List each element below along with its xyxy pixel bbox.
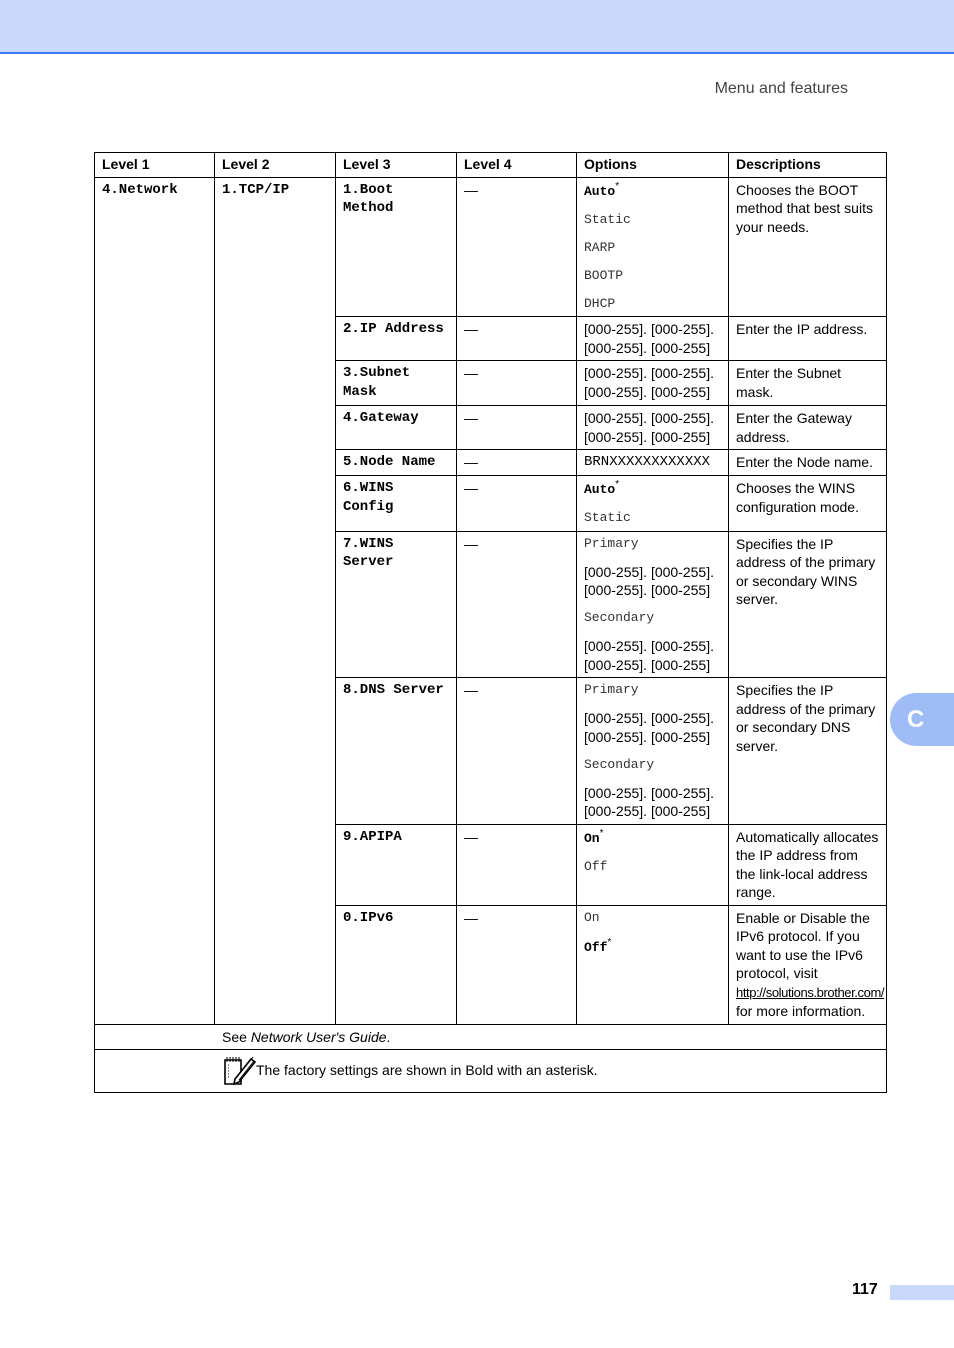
description-cell: Automatically allocates the IP address from the link-local address range. — [729, 824, 887, 905]
level2-cell: 1.TCP/IP — [215, 177, 336, 1024]
description-text: for more information. — [736, 1003, 866, 1019]
see-suffix: . — [386, 1028, 391, 1045]
solutions-link[interactable]: http://solutions.brother.com/ — [736, 984, 885, 1000]
option-default: Off — [584, 939, 608, 955]
level4-cell: — — [457, 905, 577, 1024]
note-row — [95, 1050, 887, 1093]
chapter-tab — [890, 693, 954, 746]
level1-cell: 4.Network — [95, 177, 215, 1024]
description-text: Enable or Disable the IPv6 protocol. If you want to use the IPv6 protocol, visit — [736, 909, 870, 981]
option-default: On — [584, 830, 600, 846]
option-primary-value: [000-255]. [000-255]. [000-255]. [000-255] — [584, 563, 714, 598]
description-cell: Enter the Gateway address. — [729, 406, 887, 450]
description-cell — [729, 905, 887, 1024]
option-default: Auto — [584, 482, 616, 497]
col-header-options: Options — [577, 153, 729, 178]
level3-cell: 6.WINS Config — [336, 476, 457, 532]
option: Static — [584, 211, 631, 227]
description-cell: Chooses the WINS configuration mode. — [729, 476, 887, 532]
level3-cell: 5.Node Name — [336, 450, 457, 476]
level3-cell: 2.IP Address — [336, 317, 457, 361]
description-cell: Chooses the BOOT method that best suits your needs. — [729, 177, 887, 317]
option: DHCP — [584, 295, 616, 311]
option-secondary-value: [000-255]. [000-255]. [000-255]. [000-255] — [584, 784, 714, 819]
option: RARP — [584, 239, 616, 255]
col-header-level3: Level 3 — [336, 153, 457, 178]
running-head: Menu and features — [714, 80, 848, 97]
level4-cell: — — [457, 824, 577, 905]
option-secondary-label: Secondary — [584, 756, 655, 772]
top-band — [0, 0, 954, 54]
level3-cell: 1.Boot Method — [336, 177, 457, 317]
description-cell: Enter the Subnet mask. — [729, 361, 887, 406]
level3-cell: 8.DNS Server — [336, 678, 457, 825]
level3-cell: 4.Gateway — [336, 406, 457, 450]
option-default: Auto — [584, 183, 616, 199]
col-header-descriptions: Descriptions — [729, 153, 887, 178]
options-cell: Auto* Static RARP BOOTP DHCP — [577, 177, 729, 317]
level4-cell: — — [457, 450, 577, 476]
page-number: 117 — [852, 1281, 878, 1298]
option-primary-label: Primary — [584, 535, 639, 551]
option-primary-label: Primary — [584, 682, 639, 697]
note-pencil-icon — [222, 1053, 256, 1087]
see-guide-row — [95, 1024, 887, 1050]
option: BOOTP — [584, 267, 624, 283]
options-cell: On* Off — [577, 824, 729, 905]
description-cell: Specifies the IP address of the primary or secondary WINS server. — [729, 531, 887, 678]
option-primary-value: [000-255]. [000-255]. [000-255]. [000-255] — [584, 710, 714, 745]
description-cell: Specifies the IP address of the primary or secondary DNS server. — [729, 678, 887, 825]
level4-cell: — — [457, 317, 577, 361]
chapter-letter: C — [907, 705, 925, 733]
menu-table — [94, 152, 887, 1093]
option: Static — [584, 510, 631, 525]
level4-cell: — — [457, 177, 577, 317]
description-cell: Enter the IP address. — [729, 317, 887, 361]
option: Off — [584, 858, 608, 874]
col-header-level1: Level 1 — [95, 153, 215, 178]
col-header-level2: Level 2 — [215, 153, 336, 178]
level4-cell: — — [457, 531, 577, 678]
options-cell — [577, 678, 729, 825]
options-cell: On Off* — [577, 905, 729, 1024]
guide-title: Network User's Guide — [250, 1028, 387, 1045]
level4-cell: — — [457, 476, 577, 532]
options-cell — [577, 531, 729, 678]
page-number-bar — [890, 1285, 954, 1300]
options-cell: Auto* Static — [577, 476, 729, 532]
level3-cell: 3.Subnet Mask — [336, 361, 457, 406]
level3-cell: 0.IPv6 — [336, 905, 457, 1024]
header-row — [95, 153, 887, 178]
level4-cell: — — [457, 678, 577, 825]
option-secondary-value: [000-255]. [000-255]. [000-255]. [000-255] — [584, 638, 714, 673]
col-header-level4: Level 4 — [457, 153, 577, 178]
options-cell: [000-255]. [000-255]. [000-255]. [000-255] — [577, 361, 729, 406]
description-cell: Enter the Node name. — [729, 450, 887, 476]
options-cell: BRNXXXXXXXXXXXX — [577, 450, 729, 476]
note-text: The factory settings are shown in Bold with an asterisk. — [256, 1061, 598, 1078]
options-cell: [000-255]. [000-255]. [000-255]. [000-255] — [577, 406, 729, 450]
level3-cell: 9.APIPA — [336, 824, 457, 905]
level4-cell: — — [457, 361, 577, 406]
see-prefix: See — [222, 1028, 251, 1045]
options-cell: [000-255]. [000-255]. [000-255]. [000-255] — [577, 317, 729, 361]
option: On — [584, 909, 600, 925]
level3-cell: 7.WINS Server — [336, 531, 457, 678]
level4-cell: — — [457, 406, 577, 450]
table-row — [95, 177, 887, 317]
option-secondary-label: Secondary — [584, 610, 655, 625]
